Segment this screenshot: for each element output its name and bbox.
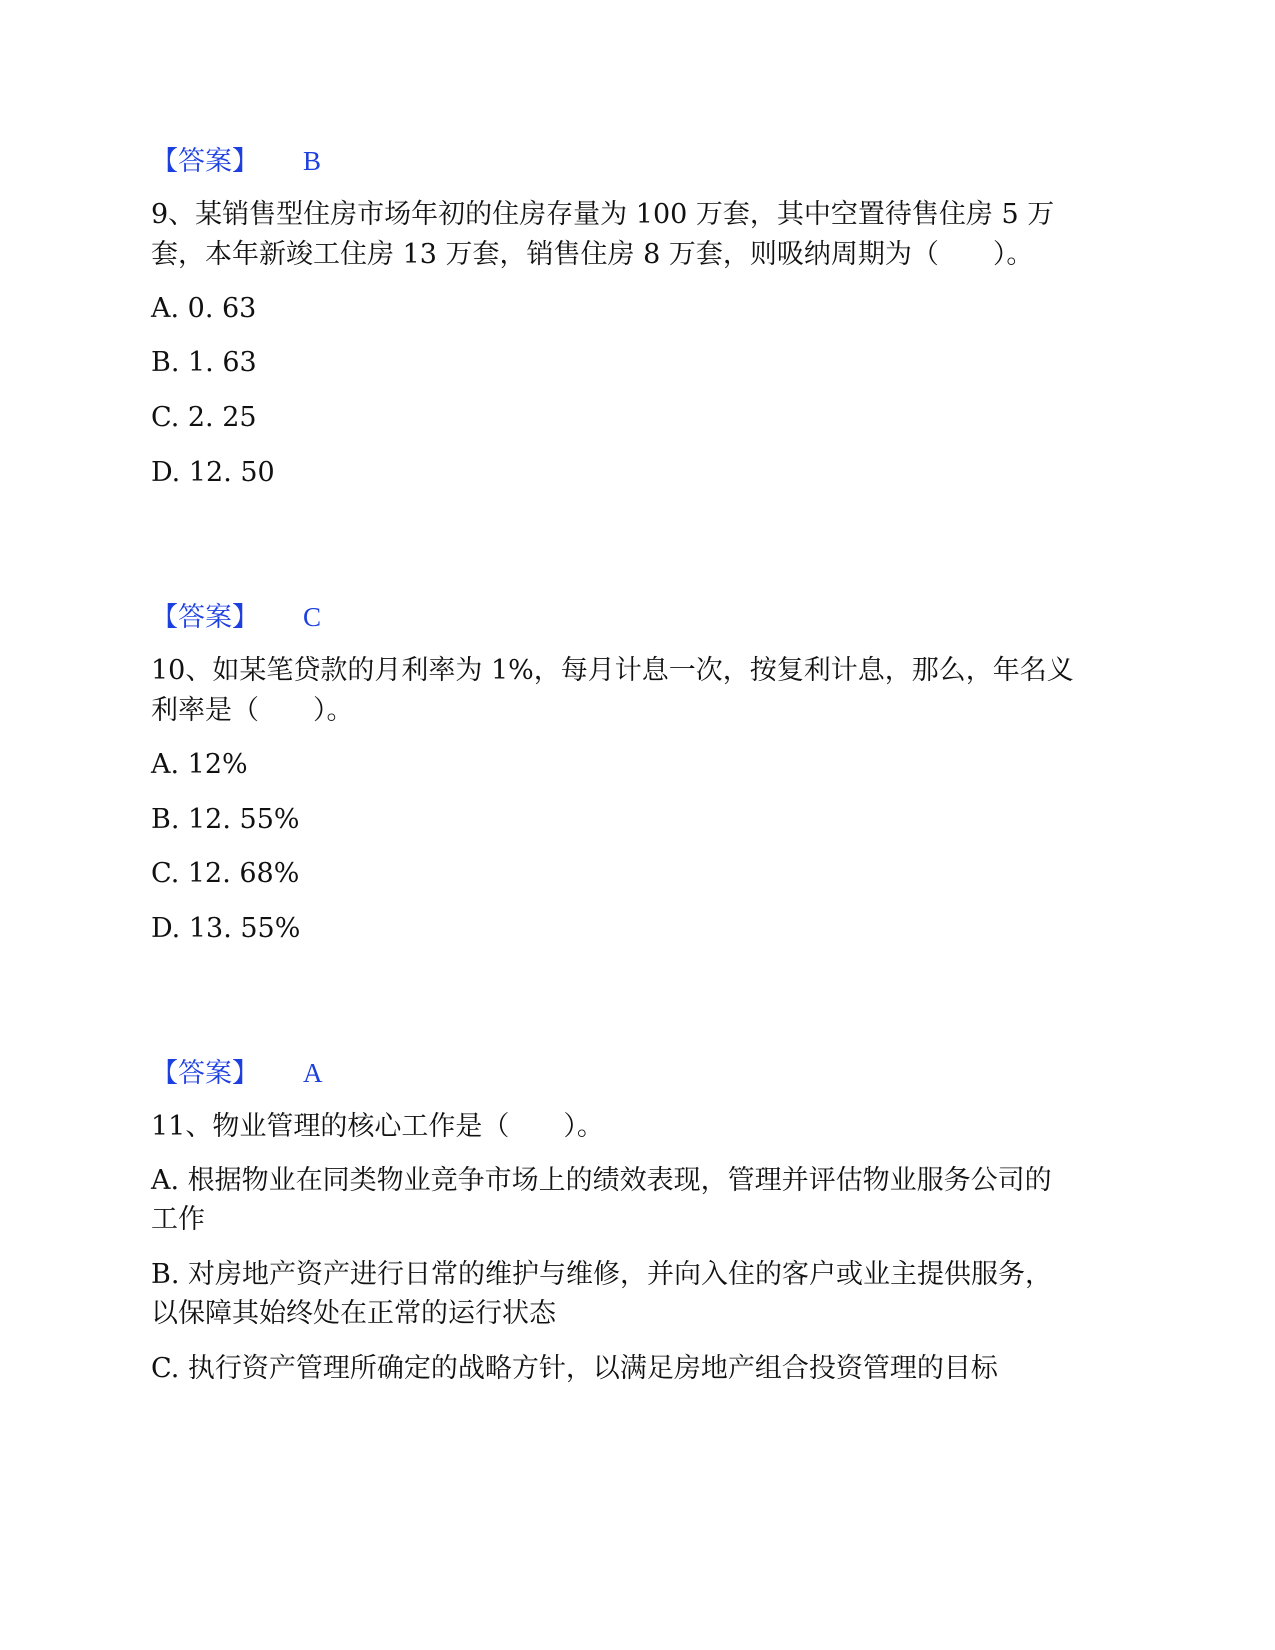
option-10-a: A. 12% [151, 749, 248, 780]
option-10-c: C. 12. 68% [151, 858, 300, 889]
option-9-a: A. 0. 63 [151, 293, 257, 324]
question-10-line-1: 10、如某笔贷款的月利率为 1%，每月计息一次，按复利计息，那么，年名义 [151, 655, 1074, 686]
answer-line-1 [151, 144, 321, 179]
option-9-c: C. 2. 25 [151, 402, 257, 433]
answer-tag: 【答案】 [151, 146, 259, 177]
answer-value: B [303, 146, 322, 176]
question-10-line-2: 利率是（ ）。 [151, 695, 354, 726]
answer-tag: 【答案】 [151, 602, 259, 633]
answer-value: A [303, 1058, 323, 1088]
answer-line-2 [151, 600, 321, 635]
answer-line-3 [151, 1056, 323, 1091]
option-9-b: B. 1. 63 [151, 347, 257, 378]
option-11-a-line-2: 工作 [151, 1204, 205, 1235]
option-11-a-line-1: A. 根据物业在同类物业竞争市场上的绩效表现，管理并评估物业服务公司的 [151, 1165, 1052, 1196]
option-9-d: D. 12. 50 [151, 457, 275, 488]
option-11-b-line-1: B. 对房地产资产进行日常的维护与维修，并向入住的客户或业主提供服务， [151, 1259, 1053, 1290]
question-11-line-1: 11、物业管理的核心工作是（ ）。 [151, 1111, 604, 1142]
option-11-b-line-2: 以保障其始终处在正常的运行状态 [151, 1298, 556, 1329]
answer-value: C [303, 602, 322, 632]
option-10-d: D. 13. 55% [151, 913, 301, 944]
option-10-b: B. 12. 55% [151, 804, 300, 835]
answer-tag: 【答案】 [151, 1058, 259, 1089]
option-11-c: C. 执行资产管理所确定的战略方针，以满足房地产组合投资管理的目标 [151, 1353, 998, 1384]
question-9-line-1: 9、某销售型住房市场年初的住房存量为 100 万套，其中空置待售住房 5 万 [151, 199, 1055, 230]
question-9-line-2: 套，本年新竣工住房 13 万套，销售住房 8 万套，则吸纳周期为（ ）。 [151, 239, 1034, 270]
